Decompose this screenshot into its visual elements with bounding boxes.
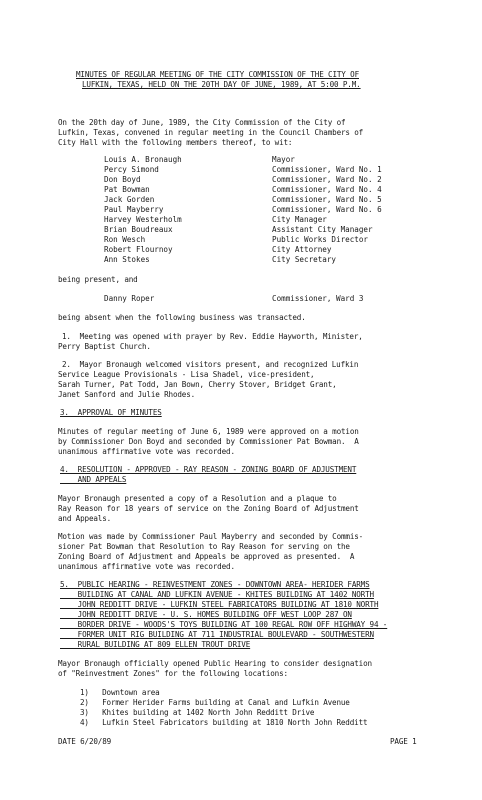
item-4-para-2-line-1: Motion was made by Commissioner Paul Mayberry and seconded by Commis- (58, 532, 364, 541)
roster-name: Jack Gorden (104, 195, 155, 204)
item-2-line-2: Service League Provisionals - Lisa Shadel, vice-president, (58, 370, 315, 379)
item-5-heading-line-5: BORDER DRIVE - WOODS'S TOYS BUILDING AT 100 REGAL ROW OFF HIGHWAY 94 - (60, 620, 388, 629)
roster-name: Brian Boudreaux (104, 225, 173, 234)
item-4-para-1-line-1: Mayor Bronaugh presented a copy of a Resolution and a plaque to (58, 494, 337, 503)
absent-member-title: Commissioner, Ward 3 (272, 294, 364, 303)
item-4-para-2-line-4: unanimous affirmative vote was recorded. (58, 562, 235, 571)
absent-member-name: Danny Roper (104, 294, 155, 303)
item-3-line-2: by Commissioner Don Boyd and seconded by Commissioner Pat Bowman. A (58, 437, 359, 446)
being-present-line: being present, and (58, 275, 138, 284)
item-5-heading-line-4: JOHN REDDITT DRIVE - U. S. HOMES BUILDING OFF WEST LOOP 287 ON (60, 610, 352, 619)
item-5-heading-line-6: FORMER UNIT RIG BUILDING AT 711 INDUSTRIAL BOULEVARD - SOUTHWESTERN (60, 630, 374, 639)
location-item: 3) Khites building at 1402 North John Redditt Drive (80, 708, 315, 717)
intro-line-1: On the 20th day of June, 1989, the City Commission of the City of (58, 118, 346, 127)
item-5-heading-line-2: BUILDING AT CANAL AND LUFKIN AVENUE - KHITES BUILDING AT 1402 NORTH (60, 590, 374, 599)
item-1-line-2: Perry Baptist Church. (58, 342, 151, 351)
roster-title: Commissioner, Ward No. 2 (272, 175, 382, 184)
minutes-title-line-2: LUFKIN, TEXAS, HELD ON THE 20TH DAY OF JUNE, 1989, AT 5:00 P.M. (82, 80, 361, 89)
location-item: 2) Former Herider Farms building at Canal and Lufkin Avenue (80, 698, 350, 707)
roster-name: Ron Wesch (104, 235, 146, 244)
roster-title: Public Works Director (272, 235, 369, 244)
location-item: 1) Downtown area (80, 688, 160, 697)
item-5-line-1: Mayor Bronaugh officially opened Public Hearing to consider designation (58, 659, 372, 668)
roster-name: Robert Flournoy (104, 245, 173, 254)
item-5-heading-line-1: 5. PUBLIC HEARING - REINVESTMENT ZONES - DOWNTOWN AREA- HERIDER FARMS (60, 580, 370, 589)
item-4-para-1-line-2: Ray Reason for 18 years of service on the Zoning Board of Adjustment (58, 504, 359, 513)
footer-page-number: PAGE 1 (390, 737, 417, 746)
minutes-title-line-1: MINUTES OF REGULAR MEETING OF THE CITY COMMISSION OF THE CITY OF (76, 70, 359, 79)
roster-title: Commissioner, Ward No. 1 (272, 165, 382, 174)
item-2-line-3: Sarah Turner, Pat Todd, Jan Bown, Cherry Stover, Bridget Grant, (58, 380, 337, 389)
item-3-line-3: unanimous affirmative vote was recorded. (58, 447, 235, 456)
item-1-line-1: 1. Meeting was opened with prayer by Rev. Eddie Hayworth, Minister, (62, 332, 363, 341)
roster-title: Commissioner, Ward No. 4 (272, 185, 382, 194)
item-4-para-2-line-2: sioner Pat Bowman that Resolution to Ray Reason for serving on the (58, 542, 350, 551)
item-4-heading-line-2: AND APPEALS (60, 475, 127, 484)
item-3-heading: 3. APPROVAL OF MINUTES (60, 408, 162, 417)
item-5-heading-line-7: RURAL BUILDING AT 809 ELLEN TROUT DRIVE (60, 640, 251, 649)
item-3-line-1: Minutes of regular meeting of June 6, 1989 were approved on a motion (58, 427, 359, 436)
roster-name: Percy Simond (104, 165, 159, 174)
roster-name: Paul Mayberry (104, 205, 164, 214)
roster-name: Louis A. Bronaugh (104, 155, 182, 164)
roster-title: City Manager (272, 215, 327, 224)
roster-name: Ann Stokes (104, 255, 150, 264)
roster-title: Assistant City Manager (272, 225, 373, 234)
roster-title: City Attorney (272, 245, 332, 254)
roster-title: Commissioner, Ward No. 5 (272, 195, 382, 204)
item-4-para-2-line-3: Zoning Board of Adjustment and Appeals be approved as presented. A (58, 552, 355, 561)
roster-name: Pat Bowman (104, 185, 150, 194)
footer-date: DATE 6/20/89 (58, 737, 112, 746)
item-4-para-1-line-3: and Appeals. (58, 514, 112, 523)
item-2-line-4: Janet Sanford and Julie Rhodes. (58, 390, 196, 399)
item-5-heading-line-3: JOHN REDDITT DRIVE - LUFKIN STEEL FABRICATORS BUILDING AT 1810 NORTH (60, 600, 379, 609)
roster-title: Commissioner, Ward No. 6 (272, 205, 382, 214)
intro-line-2: Lufkin, Texas, convened in regular meeting in the Council Chambers of (58, 128, 364, 137)
intro-line-3: City Hall with the following members thereof, to wit: (58, 138, 293, 147)
roster-title: City Secretary (272, 255, 337, 264)
roster-name: Don Boyd (104, 175, 141, 184)
item-5-line-2: of "Reinvestment Zones" for the following locations: (58, 669, 288, 678)
roster-name: Harvey Westerholm (104, 215, 182, 224)
location-item: 4) Lufkin Steel Fabricators building at 1810 North John Redditt (80, 718, 368, 727)
being-absent-line: being absent when the following business was transacted. (58, 313, 306, 322)
item-2-line-1: 2. Mayor Bronaugh welcomed visitors present, and recognized Lufkin (62, 360, 359, 369)
item-4-heading-line-1: 4. RESOLUTION - APPROVED - RAY REASON - ZONING BOARD OF ADJUSTMENT (60, 465, 357, 474)
roster-title: Mayor (272, 155, 295, 164)
